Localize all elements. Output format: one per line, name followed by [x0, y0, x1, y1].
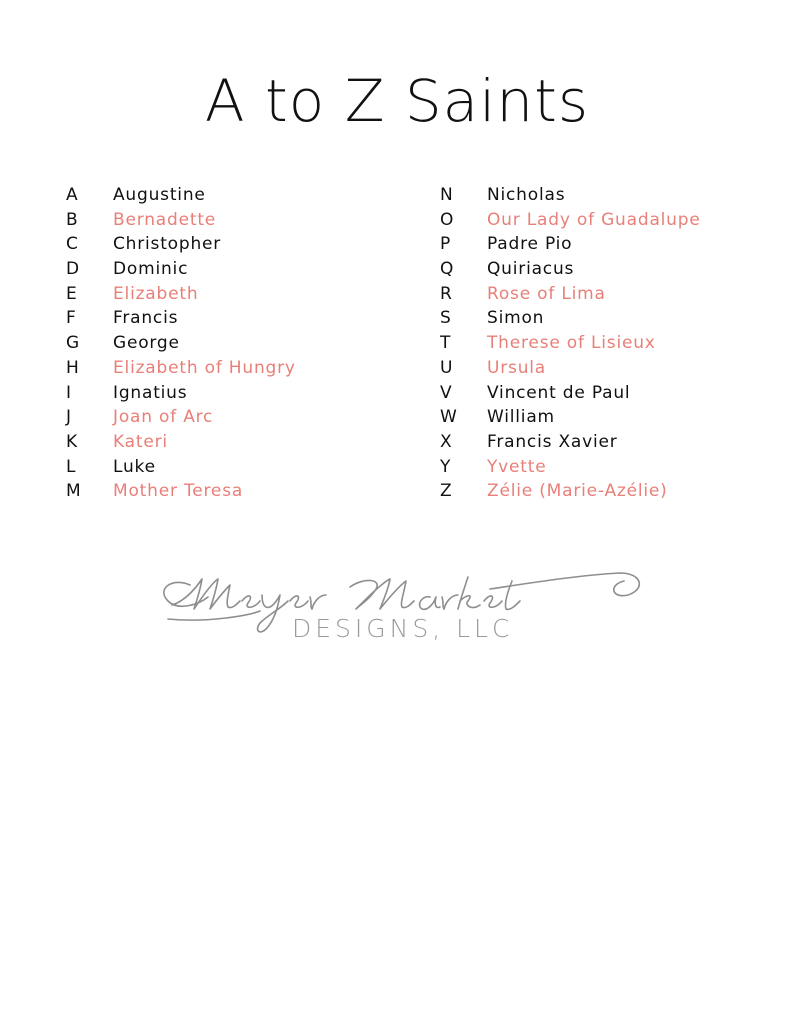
list-item [66, 306, 296, 331]
list-item [66, 405, 296, 430]
saint-name: Kateri [113, 431, 168, 452]
saint-name: Rose of Lima [487, 283, 606, 304]
saint-name: Christopher [113, 234, 222, 255]
list-letter: Z [440, 481, 453, 502]
list-item [66, 232, 296, 257]
saint-name: Yvette [487, 456, 547, 477]
list-letter: N [440, 185, 454, 205]
list-item [440, 381, 701, 406]
list-letter: R [440, 283, 453, 304]
list-letter: A [66, 185, 79, 205]
list-letter: X [440, 431, 453, 452]
list-item [66, 282, 296, 307]
list-letter: Q [440, 259, 455, 280]
saint-name: Our Lady of Guadalupe [487, 209, 701, 230]
list-letter: Y [440, 456, 452, 477]
list-letter: E [66, 283, 78, 304]
list-item [440, 405, 701, 430]
list-letter: G [66, 333, 80, 354]
list-letter: U [440, 357, 454, 378]
page-title: A to Z Saints [204, 67, 590, 135]
saint-name: George [113, 333, 180, 354]
list-letter: F [66, 308, 77, 329]
list-item [66, 455, 296, 480]
saint-name: Simon [487, 308, 545, 329]
list-letter: T [440, 333, 452, 354]
list-item [440, 356, 701, 381]
saint-name: Francis [113, 308, 179, 329]
saint-name: Vincent de Paul [487, 382, 631, 403]
list-letter: D [66, 259, 80, 280]
list-item [440, 479, 701, 504]
saint-name: Quiriacus [487, 259, 575, 280]
list-item [66, 430, 296, 455]
saint-name: Joan of Arc [113, 407, 214, 428]
saint-name: Elizabeth of Hungry [113, 357, 296, 378]
list-item [440, 282, 701, 307]
list-item [440, 257, 701, 282]
list-letter: I [66, 382, 72, 403]
list-item [66, 356, 296, 381]
list-item [440, 183, 701, 208]
list-item [440, 455, 701, 480]
list-letter: W [440, 407, 458, 428]
list-letter: S [440, 308, 452, 329]
list-item [440, 208, 701, 233]
list-item [440, 331, 701, 356]
saint-name: Ignatius [113, 382, 188, 403]
list-letter: P [440, 234, 452, 255]
list-item [66, 208, 296, 233]
list-letter: V [440, 382, 453, 403]
saint-name: Ursula [487, 357, 547, 378]
list-letter: C [66, 234, 79, 255]
saint-name: Mother Teresa [113, 481, 244, 502]
saint-name: Augustine [113, 185, 206, 205]
saints-list-left [66, 183, 296, 504]
saints-list-right [440, 183, 701, 504]
saint-name: Elizabeth [113, 283, 199, 304]
list-letter: O [440, 209, 455, 230]
saint-name: Therese of Lisieux [487, 333, 656, 354]
saint-name: Francis Xavier [487, 431, 618, 452]
list-item [66, 331, 296, 356]
saint-name: Nicholas [487, 185, 566, 205]
list-letter: J [66, 407, 72, 428]
list-item [440, 232, 701, 257]
list-item [66, 479, 296, 504]
list-letter: K [66, 431, 78, 452]
list-item [66, 183, 296, 208]
saint-name: Luke [113, 456, 156, 477]
list-item [66, 257, 296, 282]
saint-name: William [487, 407, 555, 428]
list-item [66, 381, 296, 406]
list-letter: H [66, 357, 80, 378]
saint-name: Dominic [113, 259, 189, 280]
saint-name: Zélie (Marie-Azélie) [487, 481, 668, 502]
saint-name: Bernadette [113, 209, 217, 230]
saint-name: Padre Pio [487, 234, 573, 255]
list-item [440, 430, 701, 455]
list-letter: B [66, 209, 79, 230]
list-letter: L [66, 456, 77, 477]
logo-designs-text: DESIGNS, LLC [292, 614, 514, 643]
list-letter: M [66, 481, 82, 502]
list-item [440, 306, 701, 331]
